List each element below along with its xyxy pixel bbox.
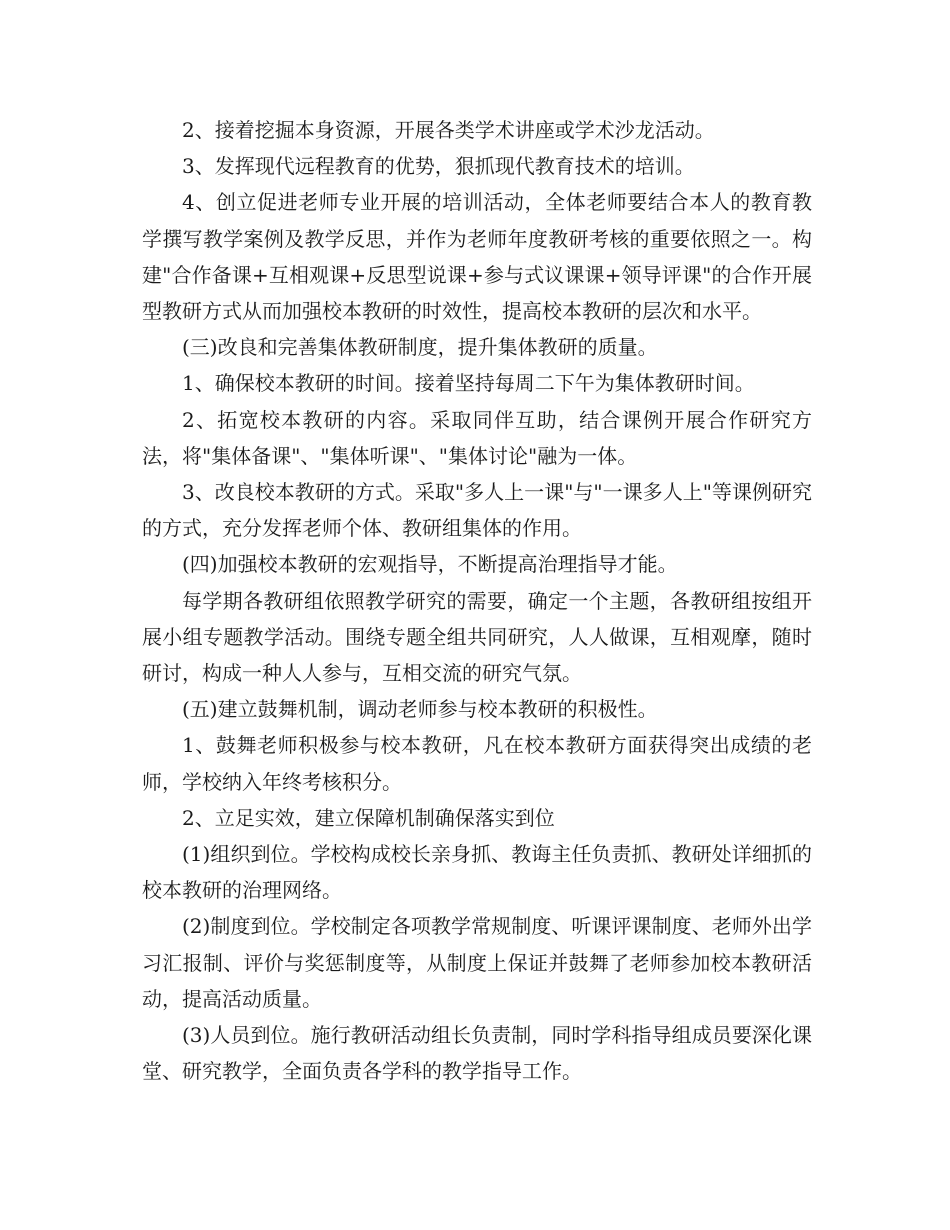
paragraph-organization: (1)组织到位。学校构成校长亲身抓、教诲主任负责抓、教研处详细抓的校本教研的治理网络。 xyxy=(142,842,812,903)
paragraph-item-4: 4、创立促进老师专业开展的培训活动，全体老师要结合本人的教育教学撰写教学案例及教学反思，并作为老师年度教研考核的重要依照之一。构建"合作备课+互相观课+反思型说课+参与式议课课+领导评课"的合作开展型教研方式从而加强校本教研的时效性，提高校本教研的层次和水平。 xyxy=(142,190,812,324)
section-heading-5: (五)建立鼓舞机制，调动老师参与校本教研的积极性。 xyxy=(182,697,658,722)
paragraph-method: 3、改良校本教研的方式。采取"多人上一课"与"一课多人上"等课例研究的方式，充分发挥老师个体、教研组集体的作用。 xyxy=(142,480,812,541)
paragraph-semester: 每学期各教研组依照教学研究的需要，确定一个主题，各教研组按组开展小组专题教学活动。围绕专题全组共同研究，人人做课，互相观摩，随时研讨，构成一种人人参与，互相交流的研究气氛。 xyxy=(142,588,812,686)
paragraph-encourage: 1、鼓舞老师积极参与校本教研，凡在校本教研方面获得突出成绩的老师，学校纳入年终考核积分。 xyxy=(142,733,812,794)
paragraph-item-2: 2、接着挖掘本身资源，开展各类学术讲座或学术沙龙活动。 xyxy=(182,118,715,142)
paragraph-content: 2、拓宽校本教研的内容。采取同伴互助，结合课例开展合作研究方法，将"集体备课"、"集体听课"、"集体讨论"融为一体。 xyxy=(142,407,812,468)
section-heading-4: (四)加强校本教研的宏观指导，不断提高治理指导才能。 xyxy=(182,552,678,577)
document-body xyxy=(142,112,812,1089)
section-heading-3: (三)改良和完善集体教研制度，提升集体教研的质量。 xyxy=(182,335,658,360)
paragraph-time: 1、确保校本教研的时间。接着坚持每周二下午为集体教研时间。 xyxy=(182,371,755,396)
paragraph-system: (2)制度到位。学校制定各项教学常规制度、听课评课制度、老师外出学习汇报制、评价与奖惩制度等，从制度上保证并鼓舞了老师参加校本教研活动，提高活动质量。 xyxy=(142,914,812,1011)
paragraph-personnel: (3)人员到位。施行教研活动组长负责制，同时学科指导组成员要深化课堂、研究教学，全面负责各学科的教学指导工作。 xyxy=(142,1023,812,1084)
paragraph-item-3: 3、发挥现代远程教育的优势，狠抓现代教育技术的培训。 xyxy=(182,154,695,179)
paragraph-guarantee: 2、立足实效，建立保障机制确保落实到位 xyxy=(182,805,555,830)
